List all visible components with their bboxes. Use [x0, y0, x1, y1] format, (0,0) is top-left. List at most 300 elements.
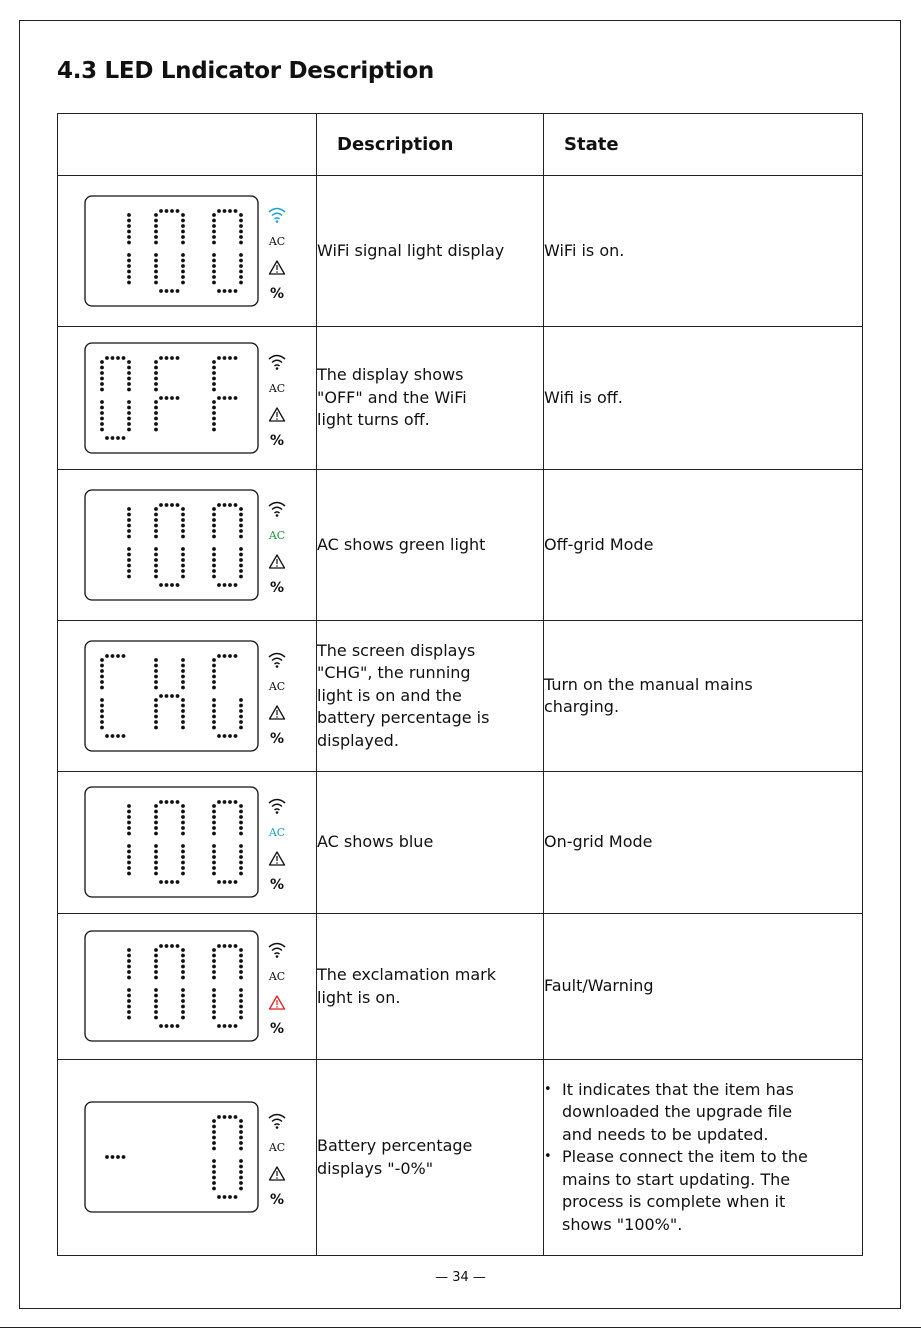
- segment-c: [127, 861, 131, 865]
- segment-c: [181, 725, 185, 729]
- segment-c: [239, 866, 243, 870]
- segment-b: [181, 959, 185, 963]
- segment-d: [176, 583, 180, 587]
- segment-b: [181, 507, 185, 511]
- display-cell: [58, 1060, 317, 1256]
- description-line: "CHG", the running: [317, 663, 471, 683]
- description-cell: [317, 621, 544, 772]
- segment-f: [154, 229, 158, 233]
- description-line: light turns off.: [317, 410, 430, 430]
- segment-c: [127, 844, 131, 848]
- description-line: "OFF" and the WiFi: [317, 387, 467, 407]
- segment-d: [228, 289, 232, 293]
- segment-e: [100, 427, 104, 431]
- description-line: AC shows blue: [317, 832, 434, 852]
- segment-e: [100, 405, 104, 409]
- segment-b: [127, 815, 131, 819]
- segment-c: [181, 253, 185, 257]
- description-cell: [317, 176, 544, 327]
- segment-d: [228, 880, 232, 884]
- segment-g: [170, 694, 174, 698]
- segment-f: [154, 965, 158, 969]
- segment-f: [154, 534, 158, 538]
- segment-b: [239, 1147, 243, 1151]
- segment-f: [212, 976, 216, 980]
- segment-a: [223, 800, 227, 804]
- segment-e: [154, 994, 158, 998]
- display-cell: [58, 772, 317, 914]
- segment-e: [212, 1181, 216, 1185]
- segment-b: [239, 976, 243, 980]
- segment-d: [165, 289, 169, 293]
- segment-c: [127, 988, 131, 992]
- segment-d: [159, 583, 163, 587]
- state-line: mains to start updating. The: [562, 1169, 791, 1189]
- segment-e: [212, 1165, 216, 1169]
- segment-c: [239, 725, 243, 729]
- segment-a: [165, 209, 169, 213]
- segment-f: [154, 821, 158, 825]
- segment-b: [127, 832, 131, 836]
- segment-e: [154, 872, 158, 876]
- percent-indicator: %: [269, 285, 285, 302]
- segment-b: [127, 371, 131, 375]
- segment-g: [122, 1155, 126, 1159]
- segment-f: [212, 371, 216, 375]
- segment-c: [127, 999, 131, 1003]
- segment-c: [181, 999, 185, 1003]
- description-line: The exclamation mark: [317, 965, 496, 984]
- segment-b: [127, 948, 131, 952]
- segment-b: [127, 976, 131, 980]
- segment-d: [223, 1195, 227, 1199]
- segment-c: [181, 1005, 185, 1009]
- segment-a: [228, 1115, 232, 1119]
- segment-e: [154, 253, 158, 257]
- segment-d: [234, 1024, 238, 1028]
- segment-a: [223, 944, 227, 948]
- segment-e: [100, 703, 104, 707]
- segment-b: [181, 240, 185, 244]
- state-cell: [544, 176, 863, 327]
- ac-indicator: AC: [268, 1141, 286, 1154]
- segment-f: [212, 954, 216, 958]
- segment-g: [170, 396, 174, 400]
- segment-b: [181, 235, 185, 239]
- segment-c: [127, 280, 131, 284]
- segment-a: [159, 209, 163, 213]
- segment-e: [100, 416, 104, 420]
- segment-e: [212, 994, 216, 998]
- segment-g: [159, 694, 163, 698]
- segment-b: [181, 534, 185, 538]
- segment-e: [154, 563, 158, 567]
- segment-b: [239, 240, 243, 244]
- segment-e: [154, 574, 158, 578]
- segment-b: [181, 970, 185, 974]
- state-line: Fault/Warning: [544, 976, 654, 996]
- segment-b: [239, 229, 243, 233]
- segment-b: [239, 518, 243, 522]
- table-row: [58, 176, 863, 327]
- segment-c: [239, 1010, 243, 1014]
- wifi-icon: [269, 355, 285, 369]
- segment-d: [165, 880, 169, 884]
- segment-c: [181, 866, 185, 870]
- segment-a: [228, 654, 232, 658]
- segment-b: [239, 948, 243, 952]
- segment-f: [212, 810, 216, 814]
- segment-g: [165, 396, 169, 400]
- segment-b: [181, 965, 185, 969]
- segment-b: [239, 1141, 243, 1145]
- segment-b: [181, 229, 185, 233]
- segment-f: [154, 680, 158, 684]
- segment-f: [100, 658, 104, 662]
- segment-e: [100, 400, 104, 404]
- segment-c: [239, 720, 243, 724]
- segment-e: [154, 866, 158, 870]
- segment-f: [154, 669, 158, 673]
- segment-e: [154, 844, 158, 848]
- segment-f: [154, 804, 158, 808]
- segment-e: [212, 844, 216, 848]
- segment-c: [127, 264, 131, 268]
- segment-e: [212, 703, 216, 707]
- segment-c: [181, 258, 185, 262]
- segment-f: [154, 224, 158, 228]
- segment-e: [212, 1187, 216, 1191]
- segment-c: [239, 547, 243, 551]
- segment-e: [212, 563, 216, 567]
- segment-f: [212, 680, 216, 684]
- segment-f: [212, 507, 216, 511]
- segment-b: [239, 826, 243, 830]
- segment-e: [154, 280, 158, 284]
- segment-e: [154, 714, 158, 718]
- display-cell: [58, 914, 317, 1060]
- segment-f: [100, 382, 104, 386]
- segment-e: [212, 1005, 216, 1009]
- segment-e: [154, 269, 158, 273]
- segment-f: [212, 1125, 216, 1129]
- segment-a: [228, 209, 232, 213]
- segment-e: [154, 258, 158, 262]
- segment-a: [170, 209, 174, 213]
- segment-e: [212, 855, 216, 859]
- segment-f: [154, 658, 158, 662]
- segment-f: [154, 213, 158, 217]
- segment-b: [239, 218, 243, 222]
- segment-f: [212, 235, 216, 239]
- segment-e: [212, 569, 216, 573]
- segment-g: [234, 396, 238, 400]
- segment-d: [228, 734, 232, 738]
- segment-b: [181, 810, 185, 814]
- description-line: Battery percentage: [317, 1136, 473, 1155]
- segment-c: [239, 988, 243, 992]
- segment-e: [212, 1016, 216, 1020]
- description-cell: [317, 772, 544, 914]
- segment-a: [111, 356, 115, 360]
- segment-e: [100, 698, 104, 702]
- segment-c: [181, 574, 185, 578]
- segment-f: [100, 360, 104, 364]
- segment-c: [239, 552, 243, 556]
- segment-d: [111, 734, 115, 738]
- segment-e: [154, 855, 158, 859]
- segment-d: [217, 734, 221, 738]
- led-display: [84, 930, 290, 1043]
- segment-f: [154, 365, 158, 369]
- segment-a: [217, 1115, 221, 1119]
- segment-c: [127, 574, 131, 578]
- segment-d: [223, 1024, 227, 1028]
- segment-c: [127, 275, 131, 279]
- segment-f: [154, 948, 158, 952]
- segment-b: [127, 959, 131, 963]
- segment-d: [223, 289, 227, 293]
- segment-e: [154, 1016, 158, 1020]
- segment-c: [181, 861, 185, 865]
- segment-c: [127, 253, 131, 257]
- segment-b: [181, 685, 185, 689]
- percent-indicator: %: [269, 432, 285, 449]
- segment-d: [116, 436, 120, 440]
- segment-e: [154, 552, 158, 556]
- segment-e: [154, 861, 158, 865]
- segment-c: [181, 552, 185, 556]
- percent-indicator: %: [269, 877, 285, 893]
- segment-b: [127, 235, 131, 239]
- segment-a: [159, 800, 163, 804]
- segment-f: [212, 965, 216, 969]
- segment-g: [111, 1155, 115, 1159]
- segment-e: [154, 422, 158, 426]
- segment-e: [100, 720, 104, 724]
- segment-b: [127, 529, 131, 533]
- state-line: downloaded the upgrade file: [562, 1102, 793, 1122]
- segment-f: [100, 371, 104, 375]
- segment-f: [154, 970, 158, 974]
- wifi-icon: [269, 502, 285, 516]
- segment-c: [239, 709, 243, 713]
- segment-d: [228, 1195, 232, 1199]
- table-row: [58, 772, 863, 914]
- segment-a: [170, 503, 174, 507]
- segment-e: [212, 1176, 216, 1180]
- segment-e: [212, 405, 216, 409]
- segment-e: [212, 725, 216, 729]
- segment-a: [105, 654, 109, 658]
- percent-indicator: %: [269, 730, 285, 747]
- segment-b: [181, 512, 185, 516]
- segment-b: [239, 970, 243, 974]
- segment-d: [228, 1024, 232, 1028]
- display-cell: [58, 470, 317, 621]
- description-line: displayed.: [317, 730, 399, 750]
- segment-b: [181, 224, 185, 228]
- segment-f: [154, 387, 158, 391]
- segment-f: [154, 218, 158, 222]
- segment-b: [181, 826, 185, 830]
- segment-e: [212, 709, 216, 713]
- header-display: [58, 114, 317, 176]
- segment-d: [111, 436, 115, 440]
- segment-b: [127, 229, 131, 233]
- state-line: Turn on the manual mains: [544, 674, 753, 694]
- segment-b: [239, 959, 243, 963]
- bottom-rule: [0, 1327, 921, 1328]
- segment-a: [228, 356, 232, 360]
- segment-c: [181, 709, 185, 713]
- segment-c: [181, 703, 185, 707]
- segment-f: [212, 529, 216, 533]
- segment-f: [212, 1136, 216, 1140]
- segment-e: [212, 988, 216, 992]
- description-line: The display shows: [317, 365, 464, 385]
- segment-a: [116, 356, 120, 360]
- segment-b: [181, 218, 185, 222]
- segment-a: [223, 1115, 227, 1119]
- segment-c: [239, 850, 243, 854]
- segment-b: [181, 832, 185, 836]
- segment-c: [127, 552, 131, 556]
- state-cell: [544, 621, 863, 772]
- segment-a: [176, 356, 180, 360]
- segment-c: [239, 563, 243, 567]
- segment-a: [159, 944, 163, 948]
- segment-f: [154, 529, 158, 533]
- segment-d: [217, 880, 221, 884]
- segment-b: [239, 529, 243, 533]
- segment-c: [181, 720, 185, 724]
- segment-f: [212, 658, 216, 662]
- segment-e: [154, 703, 158, 707]
- segment-d: [234, 880, 238, 884]
- segment-f: [212, 674, 216, 678]
- segment-a: [176, 503, 180, 507]
- segment-c: [239, 855, 243, 859]
- segment-b: [181, 669, 185, 673]
- segment-b: [181, 674, 185, 678]
- table-header-row: [58, 114, 863, 176]
- segment-b: [239, 213, 243, 217]
- segment-f: [212, 365, 216, 369]
- segment-c: [127, 416, 131, 420]
- segment-e: [154, 725, 158, 729]
- segment-d: [234, 1195, 238, 1199]
- segment-b: [239, 1130, 243, 1134]
- segment-f: [154, 235, 158, 239]
- led-display: [84, 1101, 290, 1214]
- segment-b: [239, 815, 243, 819]
- segment-c: [181, 872, 185, 876]
- segment-d: [116, 734, 120, 738]
- description-cell: [317, 914, 544, 1060]
- segment-a: [165, 356, 169, 360]
- description-line: battery percentage is: [317, 708, 490, 728]
- segment-a: [228, 800, 232, 804]
- segment-c: [239, 258, 243, 262]
- segment-f: [154, 663, 158, 667]
- segment-c: [239, 1176, 243, 1180]
- segment-e: [212, 400, 216, 404]
- ac-indicator: AC: [268, 381, 286, 395]
- segment-b: [181, 815, 185, 819]
- segment-f: [154, 376, 158, 380]
- ac-indicator: AC: [268, 528, 286, 542]
- segment-d: [234, 734, 238, 738]
- segment-f: [212, 1130, 216, 1134]
- segment-d: [228, 583, 232, 587]
- description-line: displays "-0%": [317, 1158, 434, 1178]
- segment-e: [212, 999, 216, 1003]
- segment-f: [212, 1141, 216, 1145]
- segment-f: [212, 815, 216, 819]
- segment-f: [212, 382, 216, 386]
- segment-e: [154, 698, 158, 702]
- segment-b: [181, 954, 185, 958]
- segment-c: [127, 558, 131, 562]
- segment-f: [154, 674, 158, 678]
- segment-c: [127, 855, 131, 859]
- segment-c: [127, 850, 131, 854]
- segment-c: [181, 988, 185, 992]
- segment-f: [154, 810, 158, 814]
- segment-c: [181, 855, 185, 859]
- segment-f: [212, 518, 216, 522]
- state-cell: [544, 1060, 863, 1256]
- description-cell: [317, 1060, 544, 1256]
- segment-c: [127, 405, 131, 409]
- table-row: [58, 470, 863, 621]
- segment-f: [154, 954, 158, 958]
- segment-b: [239, 534, 243, 538]
- wifi-icon: [269, 1115, 285, 1129]
- section-title: 4.3 LED Lndicator Description: [57, 58, 434, 84]
- segment-d: [170, 1024, 174, 1028]
- segment-c: [127, 994, 131, 998]
- segment-b: [127, 518, 131, 522]
- state-line: Off-grid Mode: [544, 534, 654, 554]
- segment-b: [181, 518, 185, 522]
- segment-e: [212, 850, 216, 854]
- segment-f: [212, 376, 216, 380]
- segment-a: [217, 209, 221, 213]
- segment-a: [234, 1115, 238, 1119]
- segment-a: [176, 800, 180, 804]
- state-line: shows "100%".: [562, 1214, 683, 1234]
- segment-e: [154, 405, 158, 409]
- segment-e: [212, 720, 216, 724]
- segment-d: [176, 880, 180, 884]
- segment-c: [239, 994, 243, 998]
- segment-a: [234, 800, 238, 804]
- segment-a: [159, 503, 163, 507]
- segment-d: [159, 289, 163, 293]
- segment-f: [212, 360, 216, 364]
- segment-d: [122, 734, 126, 738]
- segment-f: [212, 826, 216, 830]
- state-bullet-list: [544, 1079, 862, 1237]
- segment-e: [154, 400, 158, 404]
- segment-a: [234, 209, 238, 213]
- segment-e: [100, 725, 104, 729]
- wifi-icon: [269, 208, 285, 222]
- segment-e: [154, 558, 158, 562]
- state-line: process is complete when it: [562, 1192, 786, 1212]
